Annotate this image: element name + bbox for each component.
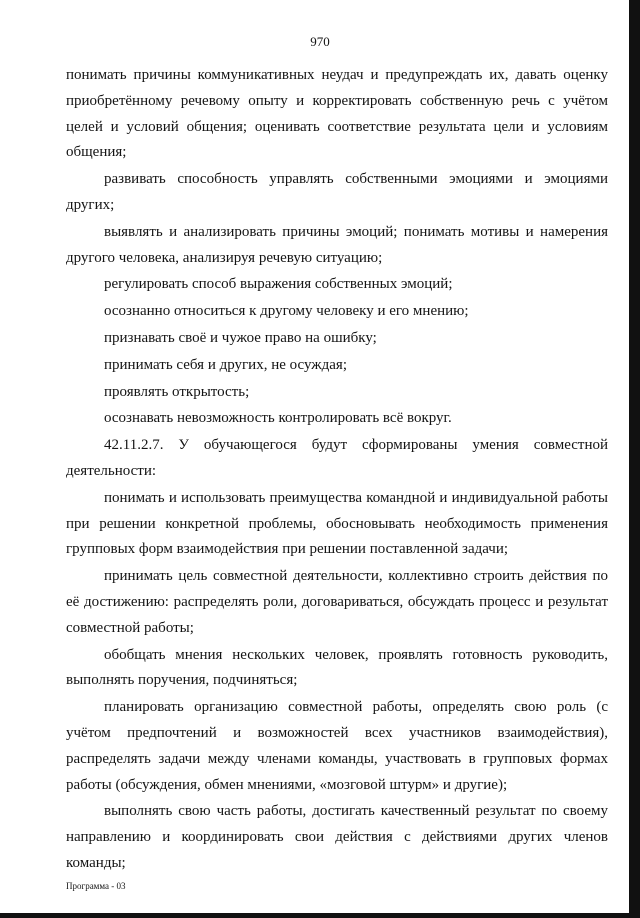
paragraph: выполнять свою часть работы, достигать качественный результат по своему направлению и координировать свои действия с действиями других членов команды; — [66, 803, 608, 871]
page-number: 970 — [310, 34, 330, 49]
paragraph: регулировать способ выражения собственных эмоций; — [104, 276, 453, 293]
scan-edge-right — [629, 0, 640, 918]
paragraph: проявлять открытость; — [104, 383, 250, 400]
paragraph: осознанно относиться к другому человеку и его мнению; — [104, 303, 469, 320]
scan-edge-bottom — [0, 913, 640, 918]
paragraph: принимать цель совместной деятельности, коллективно строить действия по её достижению: распределять роли, договариваться, обсуждать процесс и результат совместной работы; — [66, 568, 608, 636]
paragraph: развивать способность управлять собственными эмоциями и эмоциями других; — [66, 171, 608, 213]
paragraph: принимать себя и других, не осуждая; — [104, 356, 348, 373]
paragraph: выявлять и анализировать причины эмоций; понимать мотивы и намерения другого человека, анализируя речевую ситуацию; — [66, 223, 608, 266]
paragraph: осознавать невозможность контролировать всё вокруг. — [104, 410, 452, 427]
paragraph: понимать причины коммуникативных неудач и предупреждать их, давать оценку приобретённому речевому опыту и корректировать собственную речь с учётом целей и условий общения; оценивать соответствие результата цели и условиям общения; — [66, 67, 608, 161]
document-body — [66, 63, 608, 877]
paragraph: обобщать мнения нескольких человек, проявлять готовность руководить, выполнять поручения, подчиняться; — [66, 646, 608, 689]
paragraph: признавать своё и чужое право на ошибку; — [104, 329, 377, 346]
paragraph: понимать и использовать преимущества командной и индивидуальной работы при решении конкретной проблемы, обосновывать необходимость применения групповых форм взаимодействия при решении поставленной задачи; — [66, 489, 608, 558]
footer-program-label: Программа - 03 — [66, 881, 126, 891]
paragraph: планировать организацию совместной работы, определять свою роль (с учётом предпочтений и возможностей всех участников взаимодействия), распределять задачи между членами команды, участвовать в групповых формах работы (обсуждения, обмен мнениями, «мозговой штурм» и другие); — [66, 699, 608, 793]
section-heading: 42.11.2.7. У обучающегося будут сформированы умения совместной деятельности: — [66, 437, 608, 479]
